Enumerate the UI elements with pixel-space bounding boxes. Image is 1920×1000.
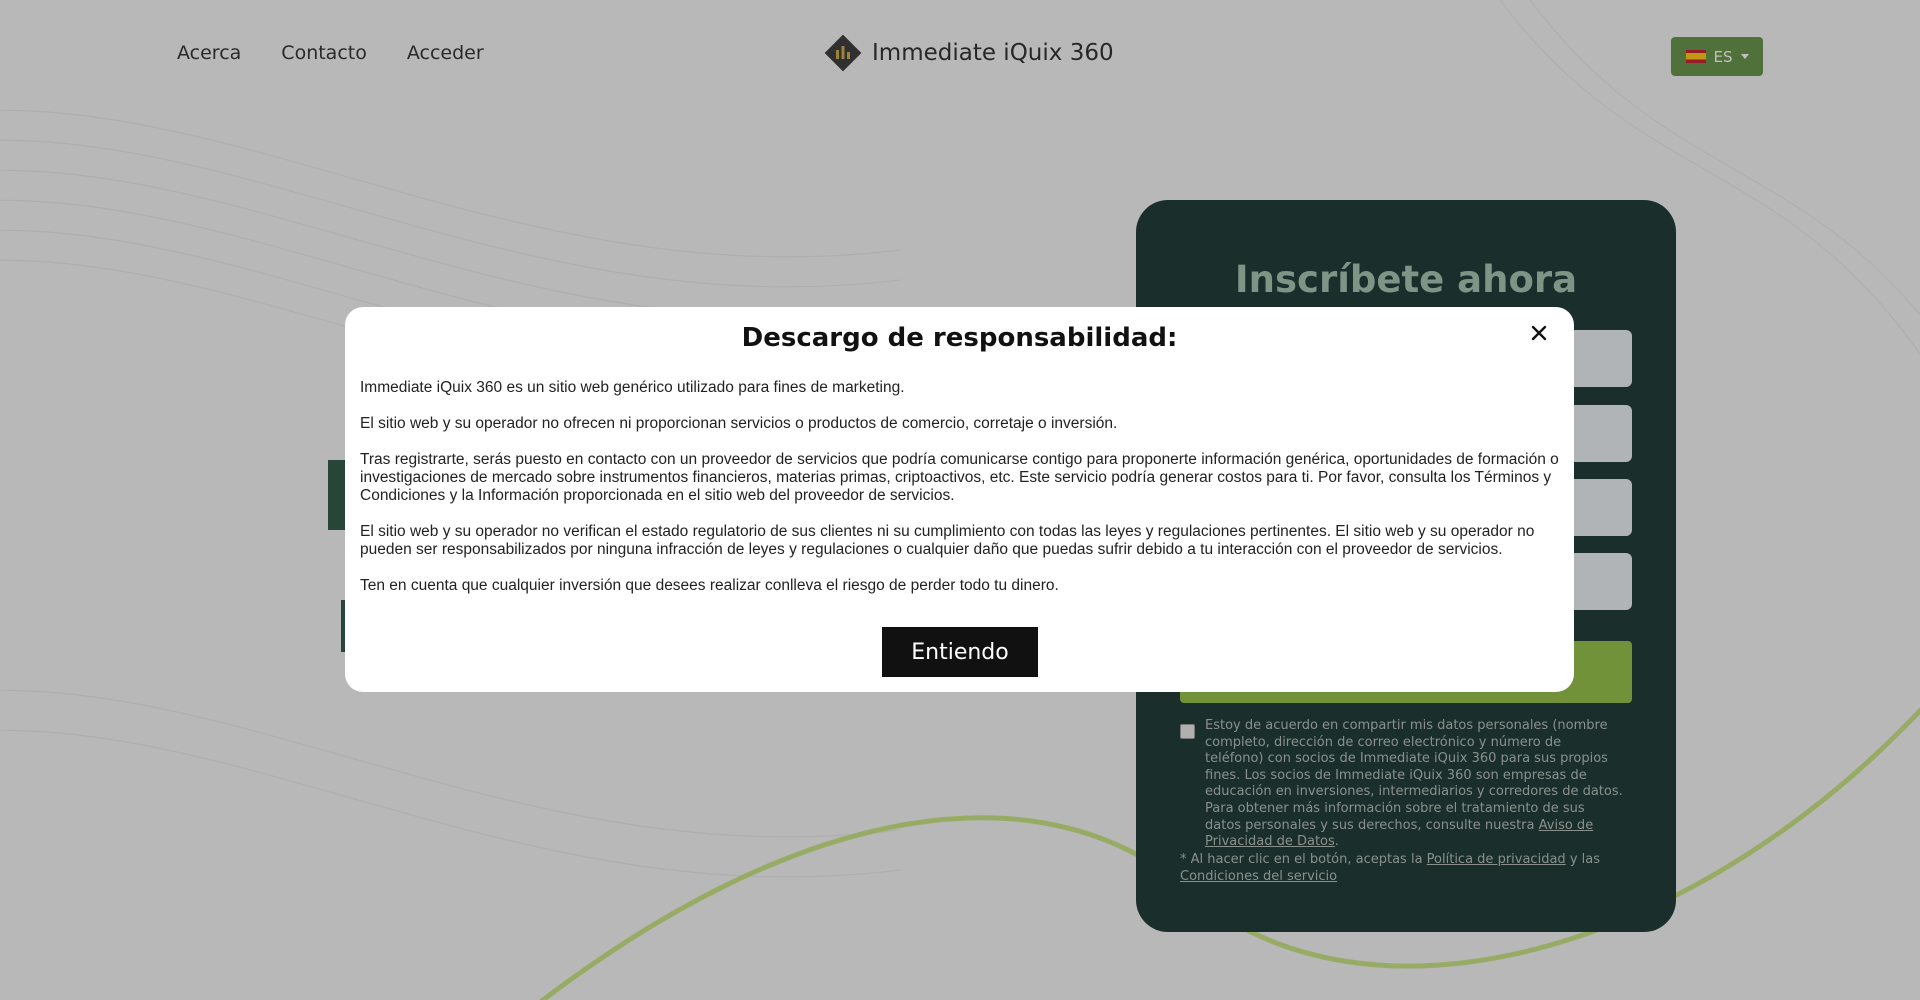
disclaimer-paragraph: El sitio web y su operador no verifican el estado regulatorio de sus clientes ni su cumplimiento con todas las leyes y regulaciones pertinentes. El sitio web y su operador no pueden ser responsabilizados por ninguna infracción de leyes y regulaciones o cualquier daño que puedas sufrir debido a tu interacción con el proveedor de servicios.	[360, 523, 1535, 558]
terms-prefix: * Al hacer clic en el botón, aceptas la	[1180, 852, 1423, 867]
disclaimer-paragraph: Tras registrarte, serás puesto en contacto con un proveedor de servicios que podría comunicarse contigo para proponerte información genérica, oportunidades de formación o investigaciones de mercado sobre instrumentos financieros, materias primas, criptoactivos, etc. Este servicio podría generar costos para ti. Por favor, consulta los Términos y Condiciones y la Información proporcionada en el sitio web del proveedor de servicios.	[360, 451, 1559, 504]
understand-button[interactable]: Entiendo	[882, 627, 1038, 677]
consent-text: Estoy de acuerdo en compartir mis datos personales (nombre completo, dirección de correo electrónico y número de teléfono) con socios de Immediate iQuix 360 para sus propios fines. Los socios de Immediate iQuix 360 son empresas de educación en inversiones, intermediarios y corredores de datos. Para obtener más información sobre el tratamiento de sus datos personales y sus derechos, consulte nuestra Aviso de Privacidad de Datos.	[1205, 718, 1623, 850]
nav-contact[interactable]: Contacto	[281, 42, 367, 64]
disclaimer-paragraph: El sitio web y su operador no ofrecen ni proporcionan servicios o productos de comercio, corretaje o inversión.	[360, 415, 1118, 432]
close-icon[interactable]	[1528, 322, 1550, 344]
data-privacy-link[interactable]: Aviso de Privacidad de Datos	[1205, 817, 1594, 850]
terms-and: y las	[1569, 852, 1600, 867]
modal-title: Descargo de responsabilidad:	[741, 323, 1178, 353]
privacy-policy-link[interactable]: Política de privacidad	[1426, 852, 1566, 867]
brand-name: Immediate iQuix 360	[872, 40, 1114, 66]
disclaimer-paragraph: Ten en cuenta que cualquier inversión que desees realizar conlleva el riesgo de perder todo tu dinero.	[360, 577, 1059, 594]
modal-body	[360, 379, 1565, 613]
terms-of-service-link[interactable]: Condiciones del servicio	[1180, 868, 1338, 884]
nav-login[interactable]: Acceder	[406, 42, 484, 64]
signup-title: Inscríbete ahora	[1234, 258, 1578, 301]
language-code: ES	[1713, 47, 1733, 66]
nav-about[interactable]: Acerca	[177, 42, 242, 64]
disclaimer-modal	[345, 307, 1574, 692]
consent-body: Estoy de acuerdo en compartir mis datos personales (nombre completo, dirección de correo electrónico y número de teléfono) con socios de Immediate iQuix 360 para sus propios fines. Los socios de Immediate iQuix 360 son empresas de educación en inversiones, intermediarios y corredores de datos. Para obtener más información sobre el tratamiento de sus datos personales y sus derechos, consulte nuestra	[1205, 718, 1623, 833]
disclaimer-paragraph: Immediate iQuix 360 es un sitio web genérico utilizado para fines de marketing.	[360, 379, 905, 396]
